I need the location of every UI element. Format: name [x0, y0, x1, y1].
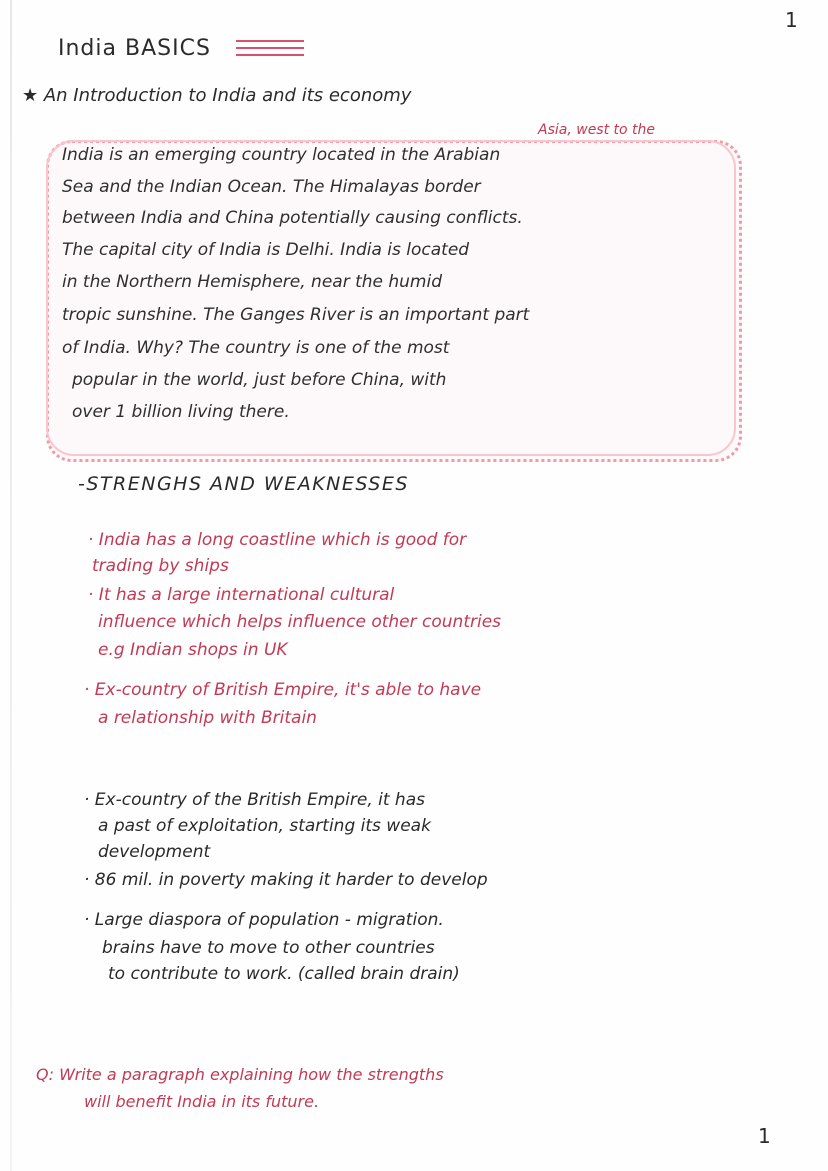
- intro-line-9: over 1 billion living there.: [72, 402, 290, 422]
- intro-line-4: The capital city of India is Delhi. India is located: [62, 240, 470, 260]
- annotation-asia: Asia, west to the: [538, 122, 656, 138]
- weakness-3-line-1: · Large diaspora of population - migration.: [84, 910, 444, 930]
- question-line-2: will benefit India in its future.: [84, 1092, 320, 1111]
- intro-line-3: between India and China potentially causing conflicts.: [62, 208, 523, 228]
- strength-2-line-3: e.g Indian shops in UK: [98, 640, 288, 660]
- strength-3-line-2: a relationship with Britain: [98, 708, 317, 728]
- page-number-bottom: 1: [758, 1124, 771, 1148]
- intro-line-8: popular in the world, just before China, with: [72, 370, 447, 390]
- strength-2-line-1: · It has a large international cultural: [88, 585, 395, 605]
- intro-line-1: India is an emerging country located in the Arabian: [62, 145, 501, 165]
- question-line-1: Q: Write a paragraph explaining how the strengths: [36, 1065, 444, 1084]
- weakness-1-line-1: · Ex-country of the British Empire, it has: [84, 790, 425, 810]
- intro-line-5: in the Northern Hemisphere, near the humid: [62, 272, 443, 292]
- page-fold: [10, 0, 12, 1171]
- strength-1-line-2: trading by ships: [92, 556, 229, 576]
- weakness-1-line-3: development: [98, 842, 211, 862]
- intro-line-6: tropic sunshine. The Ganges River is an important part: [62, 305, 530, 325]
- section-heading: -STRENGHS AND WEAKNESSES: [78, 473, 409, 495]
- weakness-2-line-1: · 86 mil. in poverty making it harder to develop: [84, 870, 488, 890]
- weakness-1-line-2: a past of exploitation, starting its weak: [98, 816, 431, 836]
- intro-line-7: of India. Why? The country is one of the most: [62, 338, 450, 358]
- title-underline-decoration: [236, 40, 304, 66]
- weakness-3-line-3: to contribute to work. (called brain drain): [108, 964, 460, 984]
- page-title: India BASICS: [58, 36, 211, 61]
- strength-3-line-1: · Ex-country of British Empire, it's able to have: [84, 680, 482, 700]
- strength-2-line-2: influence which helps influence other countries: [98, 612, 502, 632]
- weakness-3-line-2: brains have to move to other countries: [102, 938, 435, 958]
- subtitle: ★ An Introduction to India and its economy: [22, 85, 412, 106]
- strength-1-line-1: · India has a long coastline which is good for: [88, 530, 467, 550]
- intro-line-2: Sea and the Indian Ocean. The Himalayas border: [62, 177, 481, 197]
- page-number-top: 1: [785, 8, 798, 32]
